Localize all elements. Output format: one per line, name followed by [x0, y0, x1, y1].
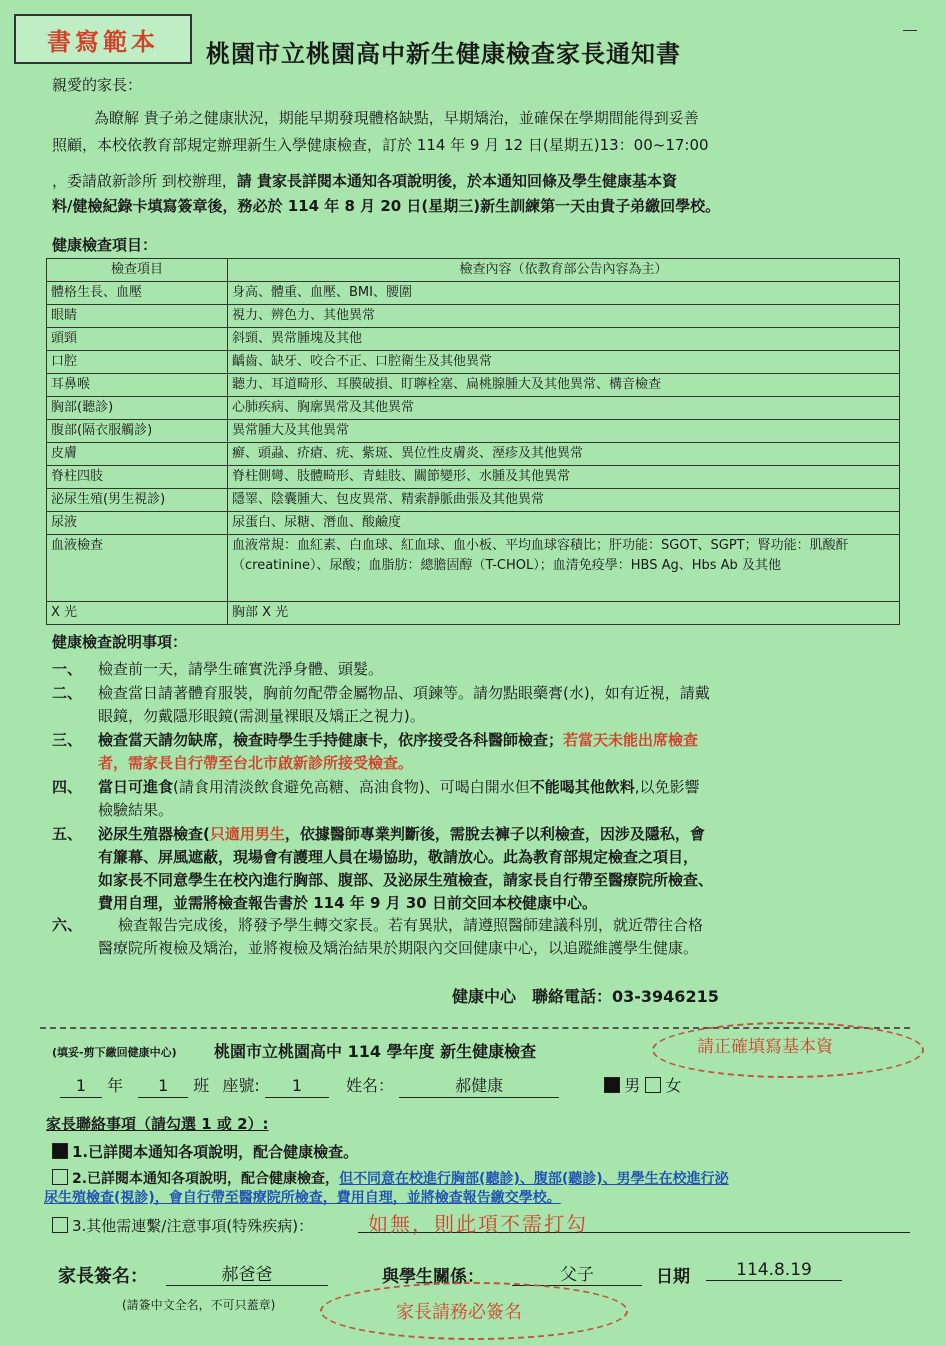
- table-row: [47, 420, 900, 443]
- row-item: 耳鼻喉: [47, 374, 228, 397]
- note-1: 一、 檢查前一天，請學生確實洗淨身體、頭髮。: [52, 660, 384, 678]
- row-item: 泌尿生殖(男生視診): [47, 489, 228, 512]
- relation-label: 與學生關係：: [382, 1267, 484, 1287]
- table-row: [47, 512, 900, 535]
- option-3: 3.其他需連繫/注意事項(特殊疾病)：: [52, 1215, 313, 1237]
- greeting: 親愛的家長：: [52, 76, 143, 94]
- intro-line-4: 料/健檢紀錄卡填寫簽章後，務必於 114 年 8 月 20 日(星期三)新生訓練第一天由貴子弟繳回學校。: [52, 197, 721, 215]
- row-content: 癬、頭蝨、疥瘡、疣、紫斑、異位性皮膚炎、溼疹及其他異常: [228, 443, 900, 466]
- row-content: 尿蛋白、尿糖、潛血、酸鹼度: [228, 512, 900, 535]
- male-label: 男: [624, 1076, 641, 1095]
- table-row: [47, 535, 900, 602]
- row-content: 視力、辨色力、其他異常: [228, 305, 900, 328]
- row-item: 頭頸: [47, 328, 228, 351]
- option-2-checkbox[interactable]: [52, 1169, 68, 1185]
- table-row: [47, 397, 900, 420]
- option-1: 1.已詳閱本通知各項說明，配合健康檢查。: [52, 1141, 358, 1163]
- page-title: 桃園市立桃園高中新生健康檢查家長通知書: [206, 40, 681, 68]
- option-3-handwritten: 如無，則此項不需打勾: [368, 1212, 588, 1236]
- option-2-cont: 尿生殖檢查(視診)，會自行帶至醫療院所檢查，費用自理，並將檢查報告繳交學校。: [44, 1190, 561, 1206]
- sign-annotation: 家長請務必簽名: [396, 1302, 522, 1323]
- note-5: 五、 泌尿生殖器檢查(只適用男生，依據醫師專業判斷後，需脫去褲子以利檢查，因涉及隱私，會 有簾幕、屏風遮蔽，現場會有護理人員在場協助，敬請放心。此為教育部規定檢查之項目， 如家長不同意學生在校內進行胸部、腹部、及泌尿生殖檢查，請家長自行帶至醫療院所檢查、 費用自理，並需將檢查報告書於 114 年 9 月 30 日前交回本校健康中心。: [52, 825, 714, 912]
- sign-note: (請簽中文全名，不可只蓋章): [122, 1298, 276, 1312]
- date-label: 日期: [656, 1267, 690, 1287]
- sign-field[interactable]: 郝爸爸: [166, 1260, 328, 1286]
- note-3: 三、 檢查當天請勿缺席，檢查時學生手持健康卡，依序接受各科醫師檢查；若當天未能出席檢查 者，需家長自行帶至台北市啟新診所接受檢查。: [52, 731, 699, 772]
- table-row: [47, 282, 900, 305]
- row-item: 眼睛: [47, 305, 228, 328]
- header-content: 檢查內容（依教育部公告內容為主）: [228, 259, 900, 282]
- grade-label: 年: [107, 1076, 124, 1095]
- intro-line-3: ，委請啟新診所 到校辦理，請 貴家長詳閱本通知各項說明後，於本通知回條及學生健康基本資: [52, 172, 678, 190]
- female-checkbox[interactable]: [645, 1077, 661, 1093]
- row-item: 血液檢查: [47, 535, 228, 602]
- intro-line-2: 照顧，本校依教育部規定辦理新生入學健康檢查，訂於 114 年 9 月 12 日(星期五)13：00~17:00: [52, 136, 709, 154]
- sign-label: 家長簽名：: [58, 1266, 148, 1287]
- row-content: 胸部 X 光: [228, 602, 900, 625]
- row-item: 口腔: [47, 351, 228, 374]
- items-heading: 健康檢查項目：: [52, 236, 158, 254]
- row-content: 齲齒、缺牙、咬合不正、口腔衛生及其他異常: [228, 351, 900, 374]
- basic-info-annotation: 請正確填寫基本資: [697, 1037, 833, 1057]
- table-row: [47, 602, 900, 625]
- table-row: [47, 328, 900, 351]
- row-content: 血液常規：血紅素、白血球、紅血球、血小板、平均血球容積比；肝功能：SGOT、SGPT；腎功能：肌酸酐（creatinine）、尿酸；血脂肪：總膽固醇（T-CHOL）；血清免疫學：HBS Ag、Hbs Ab 及其他: [228, 535, 900, 602]
- seat-field[interactable]: 1: [265, 1075, 329, 1098]
- notes-heading: 健康檢查說明事項：: [52, 633, 188, 651]
- row-item: 脊柱四肢: [47, 466, 228, 489]
- table-row: [47, 351, 900, 374]
- table-row: [47, 466, 900, 489]
- intro-line-1: 為瞭解 貴子弟之健康狀況，期能早期發現體格缺點，早期矯治，並確保在學期間能得到妥善: [94, 109, 699, 127]
- row-item: 尿液: [47, 512, 228, 535]
- seat-label: 座號:: [222, 1076, 260, 1095]
- relation-field[interactable]: 父子: [512, 1260, 642, 1286]
- contact-info: 健康中心 聯絡電話：03-3946215: [452, 987, 719, 1006]
- table-header: [47, 259, 900, 282]
- cut-note: (填妥-剪下繳回健康中心): [52, 1046, 177, 1059]
- male-checkbox[interactable]: [604, 1077, 620, 1093]
- row-item: 皮膚: [47, 443, 228, 466]
- female-label: 女: [665, 1076, 682, 1095]
- class-label: 班: [193, 1076, 210, 1095]
- row-content: 心肺疾病、胸廓異常及其他異常: [228, 397, 900, 420]
- row-item: X 光: [47, 602, 228, 625]
- option-2: 2.已詳閱本通知各項說明，配合健康檢查，但不同意在校進行胸部(聽診)、腹部(聽診)、男學生在校進行泌: [52, 1169, 729, 1189]
- row-item: 體格生長、血壓: [47, 282, 228, 305]
- row-content: 異常腫大及其他異常: [228, 420, 900, 443]
- class-field[interactable]: 1: [138, 1075, 188, 1098]
- corner-mark: [903, 30, 917, 31]
- date-field[interactable]: 114.8.19: [706, 1260, 842, 1281]
- grade-field[interactable]: 1: [60, 1075, 102, 1098]
- table-row: [47, 374, 900, 397]
- row-content: 隱睪、陰囊腫大、包皮異常、精索靜脈曲張及其他異常: [228, 489, 900, 512]
- row-item: 腹部(隔衣服觸診): [47, 420, 228, 443]
- exam-items-table: [46, 258, 900, 625]
- row-item: 胸部(聽診): [47, 397, 228, 420]
- sample-label: 書寫範本: [14, 14, 192, 64]
- row-content: 脊柱側彎、肢體畸形、青蛙肢、關節變形、水腫及其他異常: [228, 466, 900, 489]
- option-1-checkbox[interactable]: [52, 1143, 68, 1159]
- option-3-checkbox[interactable]: [52, 1217, 68, 1233]
- name-field[interactable]: 郝健康: [399, 1075, 559, 1098]
- student-info-row: [60, 1075, 681, 1098]
- slip-title: 桃園市立桃園高中 114 學年度 新生健康檢查: [214, 1042, 537, 1061]
- table-row: [47, 489, 900, 512]
- header-item: 檢查項目: [47, 259, 228, 282]
- name-label: 姓名：: [346, 1076, 395, 1095]
- note-2: 二、 檢查當日請著體育服裝，胸前勿配帶金屬物品、項鍊等。請勿點眼藥膏(水)，如有近視，請戴 眼鏡，勿戴隱形眼鏡(需測量裸眼及矯正之視力)。: [52, 684, 710, 725]
- table-row: [47, 443, 900, 466]
- contact-items-heading: 家長聯絡事項（請勾選 1 或 2）:: [46, 1115, 269, 1133]
- row-content: 身高、體重、血壓、BMI、腰圍: [228, 282, 900, 305]
- row-content: 聽力、耳道畸形、耳膜破損、盯聹栓塞、扁桃腺腫大及其他異常、構音檢查: [228, 374, 900, 397]
- table-row: [47, 305, 900, 328]
- note-6: 六、 檢查報告完成後，將發予學生轉交家長。若有異狀，請遵照醫師建議科別，就近帶往合格 醫療院所複檢及矯治，並將複檢及矯治結果於期限內交回健康中心，以追蹤維護學生健康。: [52, 916, 704, 957]
- note-4: 四、 當日可進食(請食用清淡飲食避免高糖、高油食物)、可喝白開水但不能喝其他飲料,以免影響 檢驗結果。: [52, 778, 700, 819]
- row-content: 斜頸、異常腫塊及其他: [228, 328, 900, 351]
